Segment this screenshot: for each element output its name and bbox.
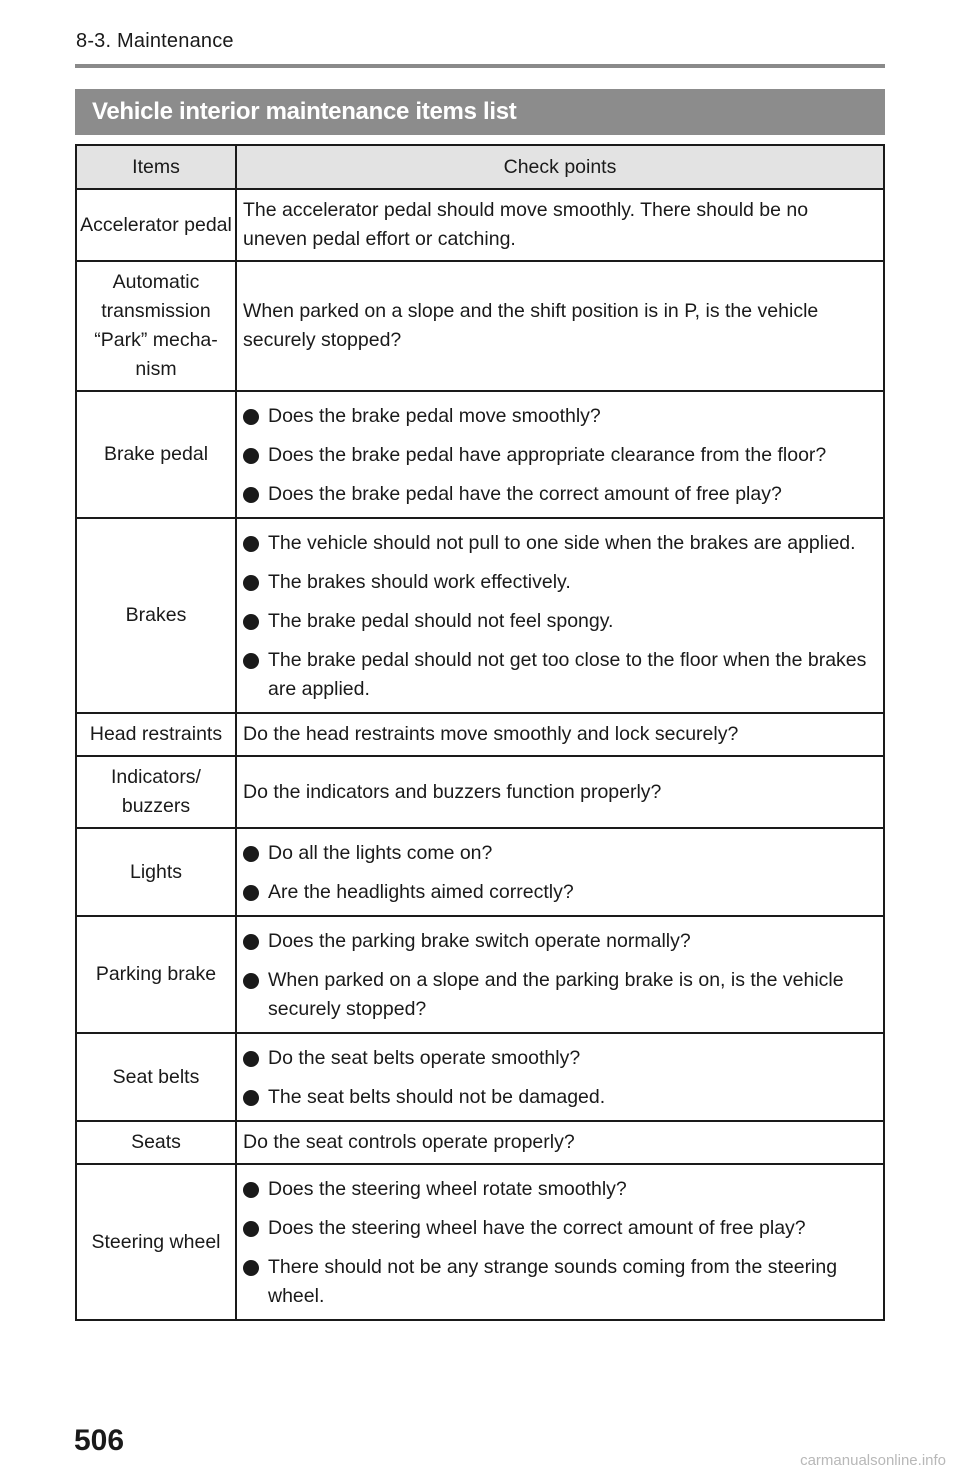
row-check-points: [236, 1121, 884, 1164]
table-row: [76, 1164, 884, 1320]
table-row: [76, 713, 884, 756]
bullet-dot-icon: [243, 653, 259, 669]
row-item-label: Brake pedal: [76, 391, 236, 518]
row-check-points: [236, 828, 884, 916]
check-point-text: When parked on a slope and the parking brake is on, is the vehicle securely stopped?: [268, 969, 844, 1020]
bullet-dot-icon: [243, 973, 259, 989]
check-point-text: The brake pedal should not feel spongy.: [268, 610, 614, 632]
row-item-label: Parking brake: [76, 916, 236, 1033]
bullet-dot-icon: [243, 487, 259, 503]
check-point-text: The accelerator pedal should move smoothly. There should be no uneven pedal effort or catching.: [243, 199, 809, 250]
bullet-dot-icon: [243, 1090, 259, 1106]
bullet-dot-icon: [243, 536, 259, 552]
check-point-text: Do the head restraints move smoothly and lock securely?: [243, 723, 739, 745]
check-point-item: [243, 480, 875, 509]
check-point-text: The brakes should work effectively.: [268, 571, 571, 593]
bullet-dot-icon: [243, 614, 259, 630]
row-check-points: [236, 916, 884, 1033]
table-row: [76, 828, 884, 916]
check-point-item: [243, 927, 875, 956]
check-point-list: [243, 839, 875, 907]
row-item-label: Seats: [76, 1121, 236, 1164]
row-check-points: [236, 1033, 884, 1121]
check-point-item: [243, 441, 875, 470]
table-row: [76, 756, 884, 828]
row-item-label: Lights: [76, 828, 236, 916]
bullet-dot-icon: [243, 934, 259, 950]
check-point-item: [243, 1253, 875, 1311]
table-header-row: [76, 145, 884, 189]
check-point-text: Do the seat controls operate properly?: [243, 1131, 575, 1153]
row-check-points: [236, 391, 884, 518]
check-point-text: When parked on a slope and the shift position is in P, is the vehicle securely stopped?: [243, 300, 819, 351]
check-point-item: [243, 1083, 875, 1112]
row-item-label: Indicators/ buzzers: [76, 756, 236, 828]
bullet-dot-icon: [243, 448, 259, 464]
table-row: [76, 1121, 884, 1164]
check-point-item: [243, 878, 875, 907]
row-check-points: [236, 1164, 884, 1320]
check-point-text: The brake pedal should not get too close to the floor when the brakes are applied.: [268, 649, 867, 700]
check-point-list: [243, 1044, 875, 1112]
check-point-item: [243, 529, 875, 558]
row-item-label: Head restraints: [76, 713, 236, 756]
row-item-label: Automatic transmission “Park” mecha-nism: [76, 261, 236, 391]
check-point-item: [243, 839, 875, 868]
check-point-text: Do all the lights come on?: [268, 842, 493, 864]
row-check-points: [236, 756, 884, 828]
check-point-text: Do the indicators and buzzers function properly?: [243, 780, 662, 803]
column-header-check-points: Check points: [236, 145, 884, 189]
check-point-item: [243, 1044, 875, 1073]
page-number: 506: [74, 1424, 125, 1457]
check-point-text: Does the steering wheel rotate smoothly?: [268, 1178, 627, 1200]
check-point-text: Are the headlights aimed correctly?: [268, 881, 574, 903]
maintenance-table: [75, 144, 885, 1321]
bullet-dot-icon: [243, 1182, 259, 1198]
table-row: [76, 189, 884, 261]
bullet-dot-icon: [243, 575, 259, 591]
watermark: carmanualsonline.info: [800, 1452, 946, 1469]
row-item-label: Brakes: [76, 518, 236, 713]
check-point-text: Does the brake pedal move smoothly?: [268, 405, 601, 427]
table-row: [76, 1033, 884, 1121]
bullet-dot-icon: [243, 885, 259, 901]
check-point-text: Does the brake pedal have the correct amount of free play?: [268, 483, 782, 505]
check-point-item: [243, 568, 875, 597]
table-row: [76, 261, 884, 391]
bullet-dot-icon: [243, 1221, 259, 1237]
check-point-text: Does the brake pedal have appropriate clearance from the floor?: [268, 444, 827, 466]
check-point-item: [243, 1214, 875, 1243]
check-point-text: Does the parking brake switch operate normally?: [268, 930, 691, 952]
check-point-text: The seat belts should not be damaged.: [268, 1086, 606, 1108]
check-point-list: [243, 529, 875, 704]
check-point-item: [243, 966, 875, 1024]
check-point-list: [243, 1175, 875, 1311]
check-point-item: [243, 607, 875, 636]
table-row: [76, 391, 884, 518]
table-row: [76, 916, 884, 1033]
column-header-items: Items: [76, 145, 236, 189]
check-point-text: Does the steering wheel have the correct amount of free play?: [268, 1217, 806, 1239]
header-rule: [75, 64, 885, 68]
check-point-item: [243, 402, 875, 431]
check-point-item: [243, 1175, 875, 1204]
check-point-text: There should not be any strange sounds coming from the steering wheel.: [268, 1256, 838, 1307]
check-point-item: [243, 646, 875, 704]
row-check-points: [236, 189, 884, 261]
check-point-list: [243, 927, 875, 1024]
bullet-dot-icon: [243, 409, 259, 425]
row-item-label: Seat belts: [76, 1033, 236, 1121]
check-point-list: [243, 402, 875, 509]
table-banner-title: Vehicle interior maintenance items list: [75, 89, 885, 135]
row-item-label: Accelerator pedal: [76, 189, 236, 261]
check-point-text: Do the seat belts operate smoothly?: [268, 1047, 581, 1069]
row-check-points: [236, 518, 884, 713]
table-body: [76, 189, 884, 1320]
bullet-dot-icon: [243, 1051, 259, 1067]
check-point-text: The vehicle should not pull to one side when the brakes are applied.: [268, 532, 856, 554]
table-row: [76, 518, 884, 713]
row-item-label: Steering wheel: [76, 1164, 236, 1320]
row-check-points: [236, 261, 884, 391]
section-title: 8-3. Maintenance: [76, 30, 234, 52]
row-check-points: [236, 713, 884, 756]
bullet-dot-icon: [243, 1260, 259, 1276]
bullet-dot-icon: [243, 846, 259, 862]
